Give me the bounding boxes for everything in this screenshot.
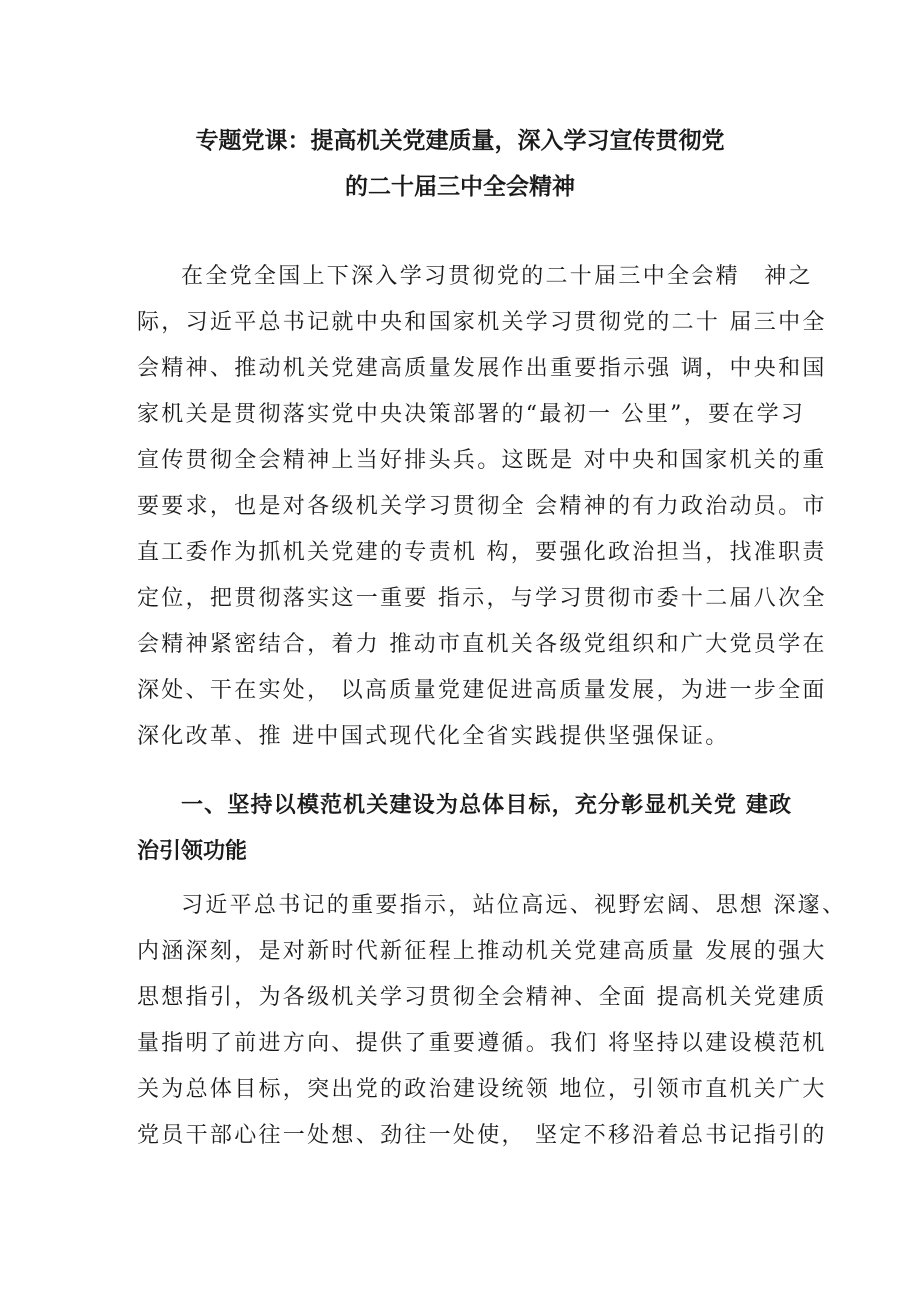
paragraph-1-line: 家机关是贯彻落实党中央决策部署的“最初一 公里”，要在学习	[137, 402, 806, 427]
paragraph-1-line: 际，习近平总书记就中央和国家机关学习贯彻党的二十 届三中全	[137, 310, 827, 335]
paragraph-2-line: 量指明了前进方向、提供了重要遵循。我们 将坚持以建设模范机	[137, 1031, 827, 1056]
paragraph-1-line: 直工委作为抓机关党建的专责机 构，要强化政治担当，找准职责	[137, 540, 827, 565]
document-title-line-2: 的二十届三中全会精神	[345, 174, 575, 200]
paragraph-2-line: 思想指引，为各级机关学习贯彻全会精神、全面 提高机关党建质	[137, 985, 827, 1010]
paragraph-2-line: 党员干部心往一处想、劲往一处使， 坚定不移沿着总书记指引的	[137, 1123, 827, 1148]
paragraph-2-line: 内涵深刻，是对新时代新征程上推动机关党建高质量 发展的强大	[137, 939, 827, 964]
paragraph-1-line: 要要求，也是对各级机关学习贯彻全 会精神的有力政治动员。市	[137, 494, 827, 519]
paragraph-1-line: 定位，把贯彻落实这一重要 指示，与学习贯彻市委十二届八次全	[137, 586, 827, 611]
paragraph-1-line: 深处、干在实处， 以高质量党建促进高质量发展，为进一步全面	[137, 678, 827, 703]
paragraph-2-line: 习近平总书记的重要指示，站位高远、视野宏阔、思想 深邃、	[181, 893, 847, 918]
paragraph-1-line: 深化改革、推 进中国式现代化全省实践提供坚强保证。	[137, 724, 730, 749]
section-heading-line-2: 治引领功能	[137, 839, 248, 864]
paragraph-1-line: 宣传贯彻全会精神上当好排头兵。这既是 对中央和国家机关的重	[137, 448, 827, 473]
paragraph-1-line: 在全党全国上下深入学习贯彻党的二十届三中全会精 神之	[181, 264, 813, 289]
paragraph-2-line: 关为总体目标，突出党的政治建设统领 地位，引领市直机关广大	[137, 1077, 827, 1102]
document-title-line-1: 专题党课：提高机关党建质量，深入学习宣传贯彻党	[195, 128, 725, 154]
section-heading-line-1: 一、坚持以模范机关建设为总体目标，充分彰显机关党 建政	[181, 793, 791, 818]
paragraph-1-line: 会精神、推动机关党建高质量发展作出重要指示强 调，中央和国	[137, 356, 827, 381]
paragraph-1-line: 会精神紧密结合，着力 推动市直机关各级党组织和广大党员学在	[137, 632, 827, 657]
